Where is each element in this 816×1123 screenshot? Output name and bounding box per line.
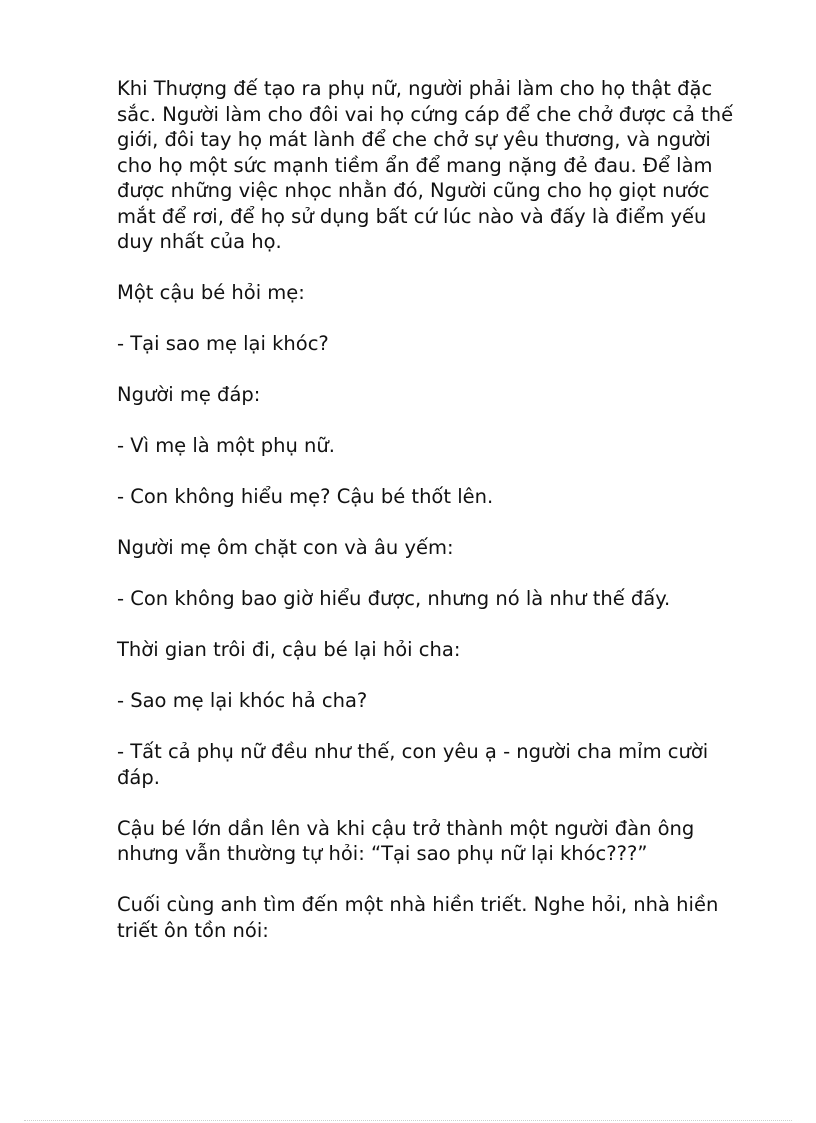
paragraph: Người mẹ ôm chặt con và âu yếm: xyxy=(117,536,454,559)
dialogue-line: - Vì mẹ là một phụ nữ. xyxy=(117,434,335,457)
paragraph: Thời gian trôi đi, cậu bé lại hỏi cha: xyxy=(117,638,461,661)
paragraph: Người mẹ đáp: xyxy=(117,383,261,406)
page-bottom-divider xyxy=(24,1120,792,1121)
paragraph-intro: Khi Thượng đế tạo ra phụ nữ, người phải làm cho họ thật đặc sắc. Người làm cho đôi vai họ cứng cáp để che chở được cả thế giới, đôi tay họ mát lành để che chở sự yêu thương, và người cho họ một sức mạnh tiềm ẩn để mang nặng đẻ đau. Để làm được những việc nhọc nhằn đó, Người cũng cho họ giọt nước mắt để rơi, để họ sử dụng bất cứ lúc nào và đấy là điểm yếu duy nhất của họ. xyxy=(117,77,734,253)
dialogue-line: - Con không bao giờ hiểu được, nhưng nó là như thế đấy. xyxy=(117,587,671,610)
paragraph: Cậu bé lớn dần lên và khi cậu trở thành một người đàn ông nhưng vẫn thường tự hỏi: “Tại sao phụ nữ lại khóc???” xyxy=(117,816,695,865)
dialogue-line: - Tại sao mẹ lại khóc? xyxy=(117,332,329,355)
dialogue-line: - Con không hiểu mẹ? Cậu bé thốt lên. xyxy=(117,485,494,508)
dialogue-line: - Sao mẹ lại khóc hả cha? xyxy=(117,689,368,712)
dialogue-line: - Tất cả phụ nữ đều như thế, con yêu ạ - người cha mỉm cười đáp. xyxy=(117,740,709,789)
paragraph: Một cậu bé hỏi mẹ: xyxy=(117,281,305,304)
document-body xyxy=(117,76,737,969)
paragraph: Cuối cùng anh tìm đến một nhà hiền triết. Nghe hỏi, nhà hiền triết ôn tồn nói: xyxy=(117,893,719,942)
